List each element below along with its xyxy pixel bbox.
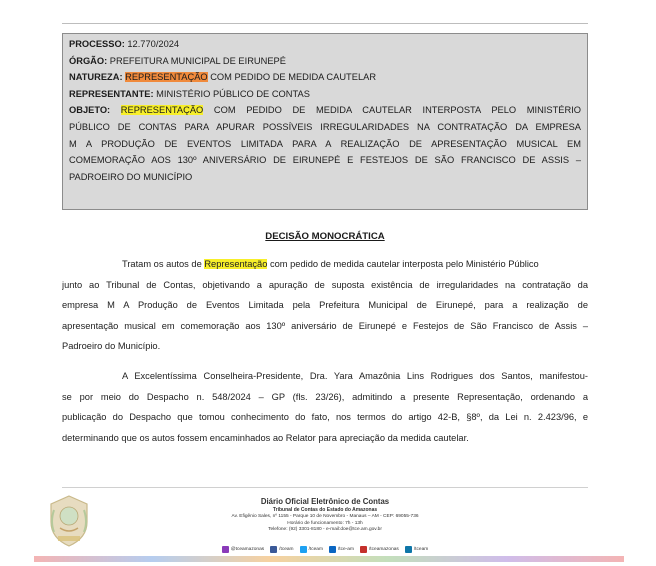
objeto-line-5: PADROEIRO DO MUNICÍPIO <box>69 171 193 182</box>
footer-contact: Telefone: (92) 3301-8180 - e-mail:doe@tce.am.gov.br <box>268 527 382 532</box>
paragraph-2-line-4: determinando que os autos fossem encaminhados ao Relator para apreciação da medida cautelar. <box>62 432 469 443</box>
paragraph-1-text-post: com pedido de medida cautelar interposta pelo Ministério Público <box>267 259 539 269</box>
objeto-line-2: PÚBLICO DE CONTAS PARA APURAR POSSÍVEIS IRREGULARIDADES NA CONTRATAÇÃO DA EMPRESA <box>69 121 581 132</box>
natureza-line <box>69 69 581 86</box>
paragraph-1-line-4: apresentação musical em comemoração aos 130º aniversário de Eirunepé e Festejos de São Francisco de Assis – <box>62 320 588 331</box>
social-label: /tceam <box>413 547 429 552</box>
objeto-line-1 <box>69 102 581 119</box>
paragraph-1-line-2: junto ao Tribunal de Contas, objetivando a apuração de suposta existência de irregularidades na contratação da <box>62 279 588 290</box>
paragraph-1-line-3: empresa M A Produção de Eventos Limitada pela Prefeitura Municipal de Eirunepé, para a realização de <box>62 300 588 311</box>
objeto-line-4: COMEMORAÇÃO AOS 130º ANIVERSÁRIO DE EIRUNEPÉ E FESTEJOS DE SÃO FRANCISCO DE ASSIS – <box>69 155 581 166</box>
representante-value: MINISTÉRIO PÚBLICO DE CONTAS <box>153 88 310 99</box>
footer-address: Av. Efigênio Sales, nº 1155 - Parque 10 de Novembro - Manaus – AM - CEP: 69055-736 <box>231 514 419 519</box>
social-label: /tceam <box>308 547 323 552</box>
representante-line <box>69 86 581 103</box>
linkedin-icon <box>329 546 336 553</box>
objeto-line-3: M A PRODUÇÃO DE EVENTOS LIMITADA PARA A REALIZAÇÃO DE APRESENTAÇÃO MUSICAL EM <box>69 138 581 149</box>
footer-color-band <box>34 556 624 562</box>
paragraph-2-line-2: se por meio do Despacho n. 548/2024 – GP (fls. 23/26), admitindo a presente Representação, ordenando a <box>62 391 588 402</box>
footer-subtitle: Tribunal de Contas do Estado do Amazonas <box>272 507 378 513</box>
social-label: /tce-am <box>337 547 354 552</box>
processo-label: PROCESSO: <box>69 39 125 49</box>
natureza-label: NATUREZA: <box>69 72 123 83</box>
objeto-label: OBJETO: <box>69 105 111 116</box>
social-linkedin-2[interactable] <box>405 545 428 554</box>
social-twitter[interactable] <box>300 545 323 554</box>
footer-hours: Horário de funcionamento: 7h - 13h <box>287 520 363 526</box>
orgao-value: PREFEITURA MUNICIPAL DE EIRUNEPÉ <box>107 55 286 66</box>
processo-value: 12.770/2024 <box>124 39 180 49</box>
process-header-box <box>62 33 588 210</box>
paragraph-1-line-1 <box>62 254 588 275</box>
objeto-highlight: REPRESENTAÇÃO <box>120 105 204 116</box>
paragraph-1-line-5: Padroeiro do Município. <box>62 341 161 352</box>
social-linkedin[interactable] <box>329 545 354 554</box>
orgao-label: ÓRGÃO: <box>69 55 108 66</box>
youtube-icon <box>360 546 367 553</box>
orgao-line <box>69 53 581 70</box>
decision-title: DECISÃO MONOCRÁTICA <box>265 231 385 242</box>
paragraph-1-text-pre: Tratam os autos de <box>122 259 205 269</box>
social-links <box>175 545 475 554</box>
social-instagram[interactable] <box>222 545 264 554</box>
facebook-icon <box>270 546 277 553</box>
representante-label: REPRESENTANTE: <box>69 88 154 99</box>
footer-title: Diário Oficial Eletrônico de Contas <box>260 497 390 506</box>
top-divider <box>62 23 588 24</box>
paragraph-2-line-1: A Excelentíssima Conselheira-Presidente, Dra. Yara Amazônia Lins Rodrigues dos Santos, manifestou- <box>122 371 588 381</box>
paragraph-2-line-3: publicação do Despacho que tomou conhecimento do fato, nos termos do artigo 42-B, §8º, da Lei n. 2.423/96, e <box>62 412 588 423</box>
paragraph-2 <box>62 366 588 448</box>
paragraph-1-highlight: Representação <box>204 259 268 269</box>
objeto-text-1: COM PEDIDO DE MEDIDA CAUTELAR INTERPOSTA PELO MINISTÉRIO <box>203 105 581 116</box>
twitter-icon <box>300 546 307 553</box>
social-label: /tceam <box>279 547 294 552</box>
processo-line <box>69 36 581 53</box>
social-label: @tceamazonas <box>230 547 265 552</box>
paragraph-1 <box>62 254 588 357</box>
footer <box>190 496 460 534</box>
natureza-highlight: REPRESENTAÇÃO <box>125 72 208 83</box>
footer-divider <box>62 487 588 488</box>
social-youtube[interactable] <box>360 545 399 554</box>
instagram-icon <box>222 546 229 553</box>
social-facebook[interactable] <box>270 545 293 554</box>
linkedin-icon <box>405 546 412 553</box>
social-label: /tceamazonas <box>368 547 399 552</box>
tce-seal-icon <box>44 492 94 550</box>
natureza-value: COM PEDIDO DE MEDIDA CAUTELAR <box>207 72 377 83</box>
